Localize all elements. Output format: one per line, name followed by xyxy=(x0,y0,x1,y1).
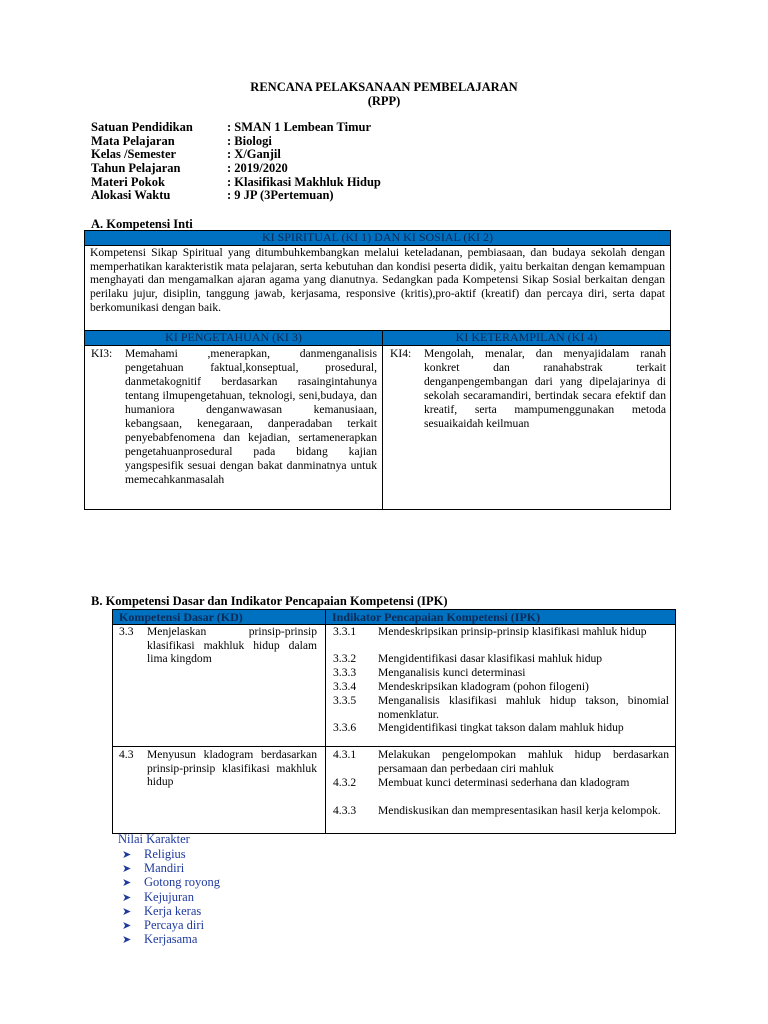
indicator-item xyxy=(333,680,669,694)
indicator-text: Mendeskripsikan kladogram (pohon filogeni) xyxy=(378,680,589,693)
meta-value: : Biologi xyxy=(227,133,272,148)
document-subtitle: (RPP) xyxy=(367,94,401,108)
meta-label: Alokasi Waktu xyxy=(91,188,171,203)
indicator-item xyxy=(333,694,669,721)
indicator-number: 3.3.2 xyxy=(333,652,357,665)
meta-value: : SMAN 1 Lembean Timur xyxy=(227,120,371,134)
meta-label: Kelas /Semester xyxy=(91,147,177,162)
indicator-text: Mengidentifikasi dasar klasifikasi mahluk hidup xyxy=(378,652,603,665)
arrow-bullet-icon: ➤ xyxy=(122,905,132,918)
list-item-label: Mandiri xyxy=(144,861,185,876)
indicator-number: 4.3.3 xyxy=(333,804,357,817)
meta-value: : 9 JP (3Pertemuan) xyxy=(227,188,334,203)
indicator-text: Menganalisis klasifikasi mahluk hidup takson, binomial nomenklatur. xyxy=(378,694,669,721)
indicator-number: 3.3.4 xyxy=(333,680,357,693)
list-item xyxy=(122,875,220,889)
identity-block xyxy=(91,121,381,203)
indicator-number: 3.3.6 xyxy=(333,721,357,734)
section-b-heading: B. Kompetensi Dasar dan Indikator Pencapaian Kompetensi (IPK) xyxy=(91,594,448,608)
list-item-label: Kejujuran xyxy=(144,889,194,904)
list-item xyxy=(122,932,220,946)
arrow-bullet-icon: ➤ xyxy=(122,863,132,876)
meta-row xyxy=(91,148,381,162)
spiritual-header: KI SPIRITUAL (KI 1) DAN KI SOSIAL (KI 2) xyxy=(85,231,670,246)
arrow-bullet-icon: ➤ xyxy=(122,934,132,947)
meta-row xyxy=(91,121,381,135)
list-item xyxy=(122,904,220,918)
kd-number: 4.3 xyxy=(119,748,134,761)
arrow-bullet-icon: ➤ xyxy=(122,919,132,932)
indicator-text: Menganalisis kunci determinasi xyxy=(378,666,526,679)
indicator-item xyxy=(333,625,669,639)
indicator-text: Membuat kunci determinasi sederhana dan kladogram xyxy=(378,776,630,789)
ki3-cell xyxy=(91,347,377,487)
list-item xyxy=(122,918,220,932)
indicator-number: 3.3.5 xyxy=(333,694,357,707)
meta-label: Mata Pelajaran xyxy=(91,133,175,148)
indicator-text: Mendiskusikan dan mempresentasikan hasil kerja kelompok. xyxy=(378,804,661,817)
kd-column-header: Kompetensi Dasar (KD) xyxy=(119,610,243,624)
ki3-header: KI PENGETAHUAN (KI 3) xyxy=(85,331,383,345)
kd-ipk-header-row xyxy=(113,610,675,625)
kompetensi-inti-table xyxy=(84,230,671,510)
meta-row xyxy=(91,189,381,203)
column-divider xyxy=(382,345,383,509)
kd-text: Menyusun kladogram berdasarkan prinsip-prinsip klasifikasi makhluk hidup xyxy=(147,748,317,789)
indicator-text: Mengidentifikasi tingkat takson dalam mahluk hidup xyxy=(378,721,624,734)
meta-row xyxy=(91,135,381,149)
meta-row xyxy=(91,176,381,190)
kd-number: 3.3 xyxy=(119,625,134,638)
indicator-item xyxy=(333,804,669,818)
meta-label: Tahun Pelajaran xyxy=(91,161,181,176)
ipk-column-header: Indikator Pencapaian Kompetensi (IPK) xyxy=(332,610,541,624)
indicator-item xyxy=(333,721,669,735)
meta-value: : Klasifikasi Makhluk Hidup xyxy=(227,174,381,189)
kd-text: Menjelaskan prinsip-prinsip klasifikasi makhluk hidup dalam lima kingdom xyxy=(147,625,317,666)
list-item-label: Religius xyxy=(144,847,186,861)
spiritual-text: Kompetensi Sikap Spiritual yang ditumbuhkembangkan melalui keteladanan, pembiasaan, dan budaya sekolah dengan memperhatikan karakteristik mata pelajaran, serta kebutuhan dan kondisi peserta didik, yaitu berkaitan dengan kemampuan menghayati dan mengamalkan ajaran agama yang dianutnya. Sedangkan pada Kompetensi Sikap Sosial berkaitan dengan perilaku jujur, disiplin, tanggung jawab, kerjasama, responsive (kritis),pro-aktif (kreatif) dan percaya diri, serta dapat berkomunikasi dengan baik. xyxy=(90,246,665,314)
meta-row xyxy=(91,162,381,176)
document-title: RENCANA PELAKSANAAN PEMBELAJARAN xyxy=(250,80,518,94)
nilai-karakter-list xyxy=(122,847,220,946)
ki4-header: KI KETERAMPILAN (KI 4) xyxy=(383,331,670,345)
indicator-number: 3.3.1 xyxy=(333,625,357,638)
list-item-label: Gotong royong xyxy=(144,875,221,890)
ki-header-row xyxy=(85,330,670,346)
indicator-number: 4.3.1 xyxy=(333,748,357,761)
kd-ipk-table xyxy=(112,609,676,834)
meta-label: Satuan Pendidikan xyxy=(91,120,193,134)
indicator-text: Mendeskripsikan prinsip-prinsip klasifikasi mahluk hidup xyxy=(378,625,647,638)
indicator-item xyxy=(333,748,669,775)
column-divider xyxy=(325,610,326,833)
list-item xyxy=(122,890,220,904)
meta-label: Materi Pokok xyxy=(91,174,165,189)
list-item-label: Percaya diri xyxy=(144,917,205,932)
list-item xyxy=(122,847,220,861)
ki3-code: KI3: xyxy=(91,347,113,360)
ki4-code: KI4: xyxy=(390,347,412,360)
ki3-text: Memahami ,menerapkan, danmenganalisis pengetahuan faktual,konseptual, prosedural, danmetakognitif berdasarkan rasaingintahunya tentang ilmupengetahuan, teknologi, seni,budaya, dan humaniora denganwawasan kemanusiaan, kebangsaan, kenegaraan, danperadaban terkait penyebabfenomena dan kejadian, sertamenerapkan pengetahuanprosedural pada bidang kajian yangspesifik sesuai dengan bakat danminatnya untuk memecahkanmasalah xyxy=(125,347,377,486)
row-divider xyxy=(113,746,675,747)
indicator-number: 3.3.3 xyxy=(333,666,357,679)
indicator-item xyxy=(333,776,669,790)
indicator-item xyxy=(333,652,669,666)
arrow-bullet-icon: ➤ xyxy=(122,877,132,890)
indicator-text: Melakukan pengelompokan mahluk hidup berdasarkan persamaan dan perbedaan ciri mahluk xyxy=(378,748,669,775)
list-item-label: Kerjasama xyxy=(144,932,198,947)
kd-item xyxy=(119,748,317,789)
list-item-label: Kerja keras xyxy=(144,903,202,918)
nilai-karakter-title: Nilai Karakter xyxy=(118,832,190,846)
kd-item xyxy=(119,625,317,666)
section-a-heading: A. Kompetensi Inti xyxy=(91,217,193,231)
indicator-item xyxy=(333,666,669,680)
arrow-bullet-icon: ➤ xyxy=(122,849,132,861)
meta-value: : X/Ganjil xyxy=(227,147,281,162)
meta-value: : 2019/2020 xyxy=(227,161,288,176)
arrow-bullet-icon: ➤ xyxy=(122,891,132,904)
ki4-text: Mengolah, menalar, dan menyajidalam ranah konkret dan ranahabstrak terkait denganpengembangan dari yang dipelajarinya di sekolah secaramandiri, bertindak secara efektif dan kreatif, serta mampumenggunakan metoda sesuaikaidah keilmuan xyxy=(424,347,666,430)
list-item xyxy=(122,861,220,875)
ki4-cell xyxy=(390,347,666,431)
indicator-number: 4.3.2 xyxy=(333,776,357,789)
